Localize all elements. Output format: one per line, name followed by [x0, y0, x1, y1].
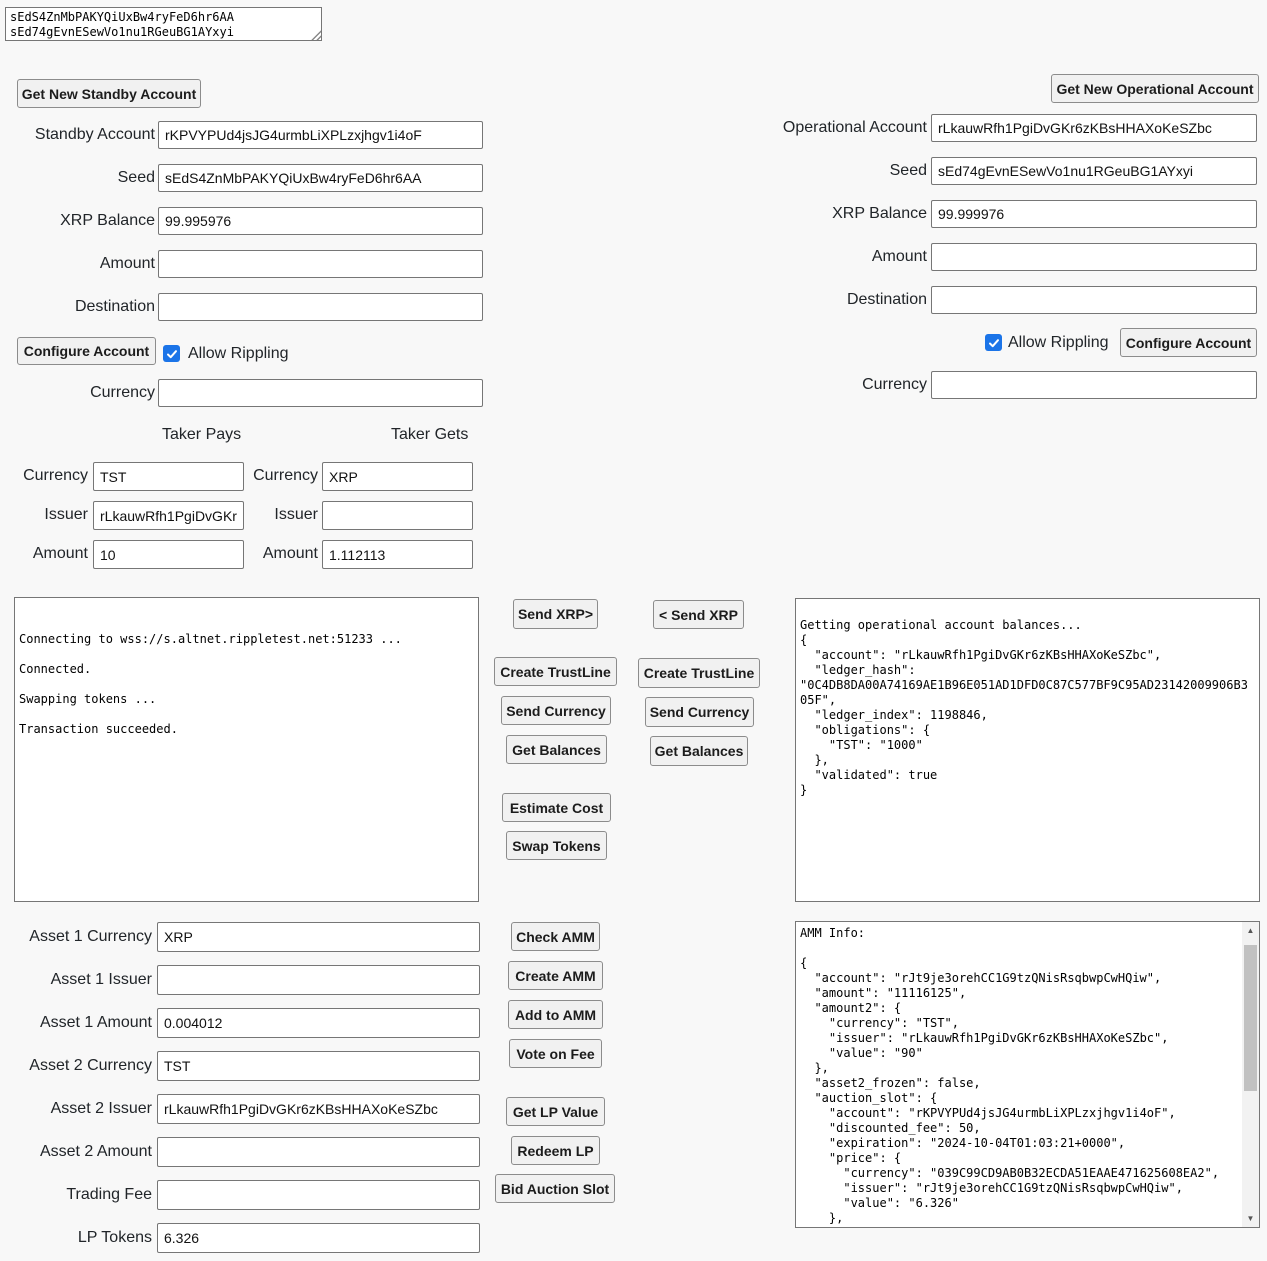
- amm-info-scrollbar: [1242, 922, 1259, 1227]
- get-new-standby-account-button[interactable]: Get New Standby Account: [17, 79, 201, 108]
- swap-tokens-button[interactable]: Swap Tokens: [506, 831, 607, 860]
- asset2-amount-label: Asset 2 Amount: [39, 1143, 152, 1160]
- taker-pays-heading: Taker Pays: [162, 426, 242, 443]
- taker-gets-currency-label: Currency: [253, 467, 318, 484]
- operational-send-currency-button[interactable]: Send Currency: [645, 697, 754, 727]
- operational-currency-input[interactable]: [931, 371, 1257, 399]
- vote-on-fee-button[interactable]: Vote on Fee: [509, 1039, 602, 1068]
- asset1-amount-label: Asset 1 Amount: [39, 1014, 152, 1031]
- standby-create-trustline-button[interactable]: Create TrustLine: [494, 657, 617, 686]
- check-amm-button[interactable]: Check AMM: [511, 922, 600, 951]
- operational-account-input[interactable]: [931, 114, 1257, 142]
- taker-pays-amount-input[interactable]: [93, 540, 244, 569]
- standby-allow-rippling-checkbox[interactable]: [163, 345, 180, 362]
- operational-result-textarea[interactable]: [795, 598, 1260, 902]
- asset1-issuer-label: Asset 1 Issuer: [50, 971, 152, 988]
- trading-fee-input[interactable]: [157, 1180, 480, 1210]
- standby-amount-label: Amount: [99, 255, 155, 272]
- amm-info-textarea[interactable]: [796, 922, 1242, 1227]
- standby-destination-input[interactable]: [158, 293, 483, 321]
- redeem-lp-button[interactable]: Redeem LP: [511, 1136, 600, 1165]
- taker-pays-amount-label: Amount: [32, 545, 88, 562]
- standby-result-textarea[interactable]: [14, 597, 479, 902]
- operational-amount-input[interactable]: [931, 243, 1257, 271]
- amm-info-box: [795, 921, 1260, 1228]
- operational-seed-label: Seed: [889, 162, 927, 179]
- estimate-cost-button[interactable]: Estimate Cost: [502, 793, 611, 822]
- operational-get-balances-button[interactable]: Get Balances: [650, 736, 748, 766]
- seeds-textarea[interactable]: [5, 7, 322, 41]
- operational-xrp-balance-label: XRP Balance: [832, 205, 927, 222]
- operational-currency-label: Currency: [862, 376, 927, 393]
- taker-pays-issuer-input[interactable]: [93, 501, 244, 530]
- taker-gets-currency-input[interactable]: [322, 462, 473, 491]
- standby-currency-input[interactable]: [158, 379, 483, 407]
- taker-gets-heading: Taker Gets: [391, 426, 469, 443]
- checkmark-icon: [988, 337, 1000, 349]
- taker-pays-currency-label: Currency: [23, 467, 88, 484]
- standby-get-balances-button[interactable]: Get Balances: [506, 735, 607, 764]
- lp-tokens-input[interactable]: [157, 1223, 480, 1253]
- asset1-issuer-input[interactable]: [157, 965, 480, 995]
- standby-allow-rippling-label: Allow Rippling: [188, 345, 289, 362]
- asset2-issuer-input[interactable]: [157, 1094, 480, 1124]
- operational-create-trustline-button[interactable]: Create TrustLine: [638, 658, 760, 688]
- get-lp-value-button[interactable]: Get LP Value: [506, 1097, 605, 1126]
- taker-gets-amount-input[interactable]: [322, 540, 473, 569]
- asset2-currency-input[interactable]: [157, 1051, 480, 1081]
- taker-gets-issuer-label: Issuer: [274, 506, 318, 523]
- standby-destination-label: Destination: [74, 298, 155, 315]
- standby-send-currency-button[interactable]: Send Currency: [501, 696, 611, 725]
- standby-seed-label: Seed: [117, 169, 155, 186]
- scroll-up-arrow-icon[interactable]: ▲: [1246, 926, 1255, 935]
- standby-amount-input[interactable]: [158, 250, 483, 278]
- standby-seed-input[interactable]: [158, 164, 483, 192]
- standby-configure-account-button[interactable]: Configure Account: [17, 337, 156, 365]
- taker-gets-amount-label: Amount: [262, 545, 318, 562]
- send-xrp-to-standby-button[interactable]: < Send XRP: [653, 600, 744, 629]
- asset1-currency-input[interactable]: [157, 922, 480, 952]
- operational-seed-input[interactable]: [931, 157, 1257, 185]
- scrollbar-thumb[interactable]: [1244, 945, 1257, 1091]
- operational-configure-account-button[interactable]: Configure Account: [1120, 328, 1257, 357]
- scroll-down-arrow-icon[interactable]: ▼: [1246, 1214, 1255, 1223]
- lp-tokens-label: LP Tokens: [77, 1229, 152, 1246]
- standby-currency-label: Currency: [90, 384, 155, 401]
- standby-xrp-balance-label: XRP Balance: [60, 212, 155, 229]
- bid-auction-slot-button[interactable]: Bid Auction Slot: [495, 1174, 615, 1203]
- operational-allow-rippling-label: Allow Rippling: [1008, 334, 1109, 351]
- standby-account-label: Standby Account: [34, 126, 155, 143]
- checkmark-icon: [166, 348, 178, 360]
- operational-xrp-balance-input[interactable]: [931, 200, 1257, 228]
- send-xrp-to-operational-button[interactable]: Send XRP>: [513, 599, 598, 629]
- trading-fee-label: Trading Fee: [66, 1186, 152, 1203]
- seeds-box-container: [5, 7, 322, 41]
- standby-xrp-balance-input[interactable]: [158, 207, 483, 235]
- taker-pays-issuer-label: Issuer: [44, 506, 88, 523]
- operational-amount-label: Amount: [871, 248, 927, 265]
- operational-account-label: Operational Account: [782, 119, 927, 136]
- operational-destination-label: Destination: [846, 291, 927, 308]
- taker-pays-currency-input[interactable]: [93, 462, 244, 491]
- create-amm-button[interactable]: Create AMM: [508, 961, 603, 990]
- asset2-issuer-label: Asset 2 Issuer: [50, 1100, 152, 1117]
- asset2-amount-input[interactable]: [157, 1137, 480, 1167]
- add-to-amm-button[interactable]: Add to AMM: [508, 1000, 603, 1029]
- taker-gets-issuer-input[interactable]: [322, 501, 473, 530]
- standby-account-input[interactable]: [158, 121, 483, 149]
- get-new-operational-account-button[interactable]: Get New Operational Account: [1051, 74, 1259, 103]
- asset1-currency-label: Asset 1 Currency: [29, 928, 152, 945]
- operational-allow-rippling-checkbox[interactable]: [985, 334, 1002, 351]
- operational-destination-input[interactable]: [931, 286, 1257, 314]
- asset2-currency-label: Asset 2 Currency: [29, 1057, 152, 1074]
- asset1-amount-input[interactable]: [157, 1008, 480, 1038]
